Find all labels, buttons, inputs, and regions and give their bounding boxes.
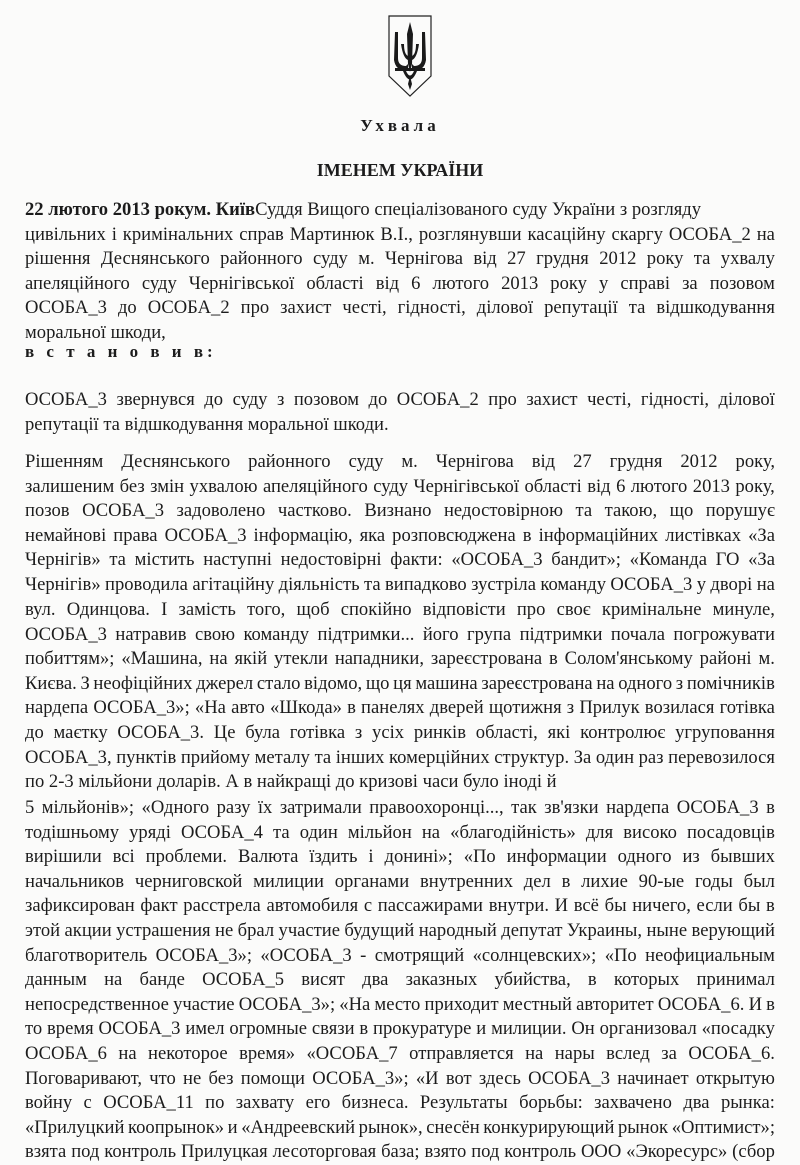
- paragraph-line: вул. Одинцова. І замість того, щоб спокійно відповісти про своє кримінальне минуле,: [25, 599, 775, 620]
- paragraph-line: тодішньому уряді ОСОБА_4 та один мільйон на «благодійність» для високо посадовців: [25, 821, 775, 843]
- paragraph-line: Поговаривают, что не без помощи ОСОБА_3»; «И вот здесь ОСОБА_3 начинает открытую: [25, 1067, 775, 1089]
- paragraph-line: войну с ОСОБА_11 по захвату его бизнеса. Результаты борьбы: захвачено два рынка:: [25, 1092, 775, 1114]
- paragraph-line: до маєтку ОСОБА_3. Це була готівка з усіх ринків області, які контролює угруповання: [25, 721, 775, 743]
- paragraph-line: Чернігів» та містить наступні недостовірні факти: «ОСОБА_3 бандит»; «Команда ГО «За: [25, 549, 775, 571]
- paragraph-line: зафиксирован факт расстрела автомобиля с пассажирами внутри. И всё бы ничего, если бы в: [25, 895, 775, 917]
- paragraph-decision: [25, 450, 775, 598]
- paragraph-line: благотворитель ОСОБА_3»; «ОСОБА_3 - смотрящий «солнцевских»; «По неофициальным: [25, 944, 775, 966]
- paragraph-line: непосредственное участие ОСОБА_3»; «На место приходит местный авторитет ОСОБА_6. И в: [25, 993, 775, 1015]
- paragraph-line: ОСОБА_6 на некоторое время» «ОСОБА_7 отправляется на нары вслед за ОСОБА_6.: [25, 1042, 775, 1064]
- intro-line-1: 22 лютого 2013 рокум. КиївСуддя Вищого спеціалізованого суду України з розгляду: [25, 199, 702, 220]
- paragraph-line: залишеним без змін ухвалою апеляційного суду Чернігівської області від 6 лютого 2013 року,: [25, 475, 775, 497]
- document-heading: ІМЕНЕМ УКРАЇНИ: [316, 160, 484, 180]
- paragraph-claim: [25, 388, 775, 437]
- paragraph-line: 5 мільйонів»; «Одного разу їх затримали правоохоронці..., так зв'язки нардепа ОСОБА_3 в: [25, 797, 775, 818]
- paragraph-line: немайнові права ОСОБА_3 інформацію, яка розповсюджена в інформаційних листівках «За: [25, 524, 775, 546]
- paragraph-line: репутації та відшкодування моральної шкоди.: [25, 413, 389, 435]
- paragraph-line: данным на банде ОСОБА_5 висят два заказных убийства, в которых принимал: [25, 969, 775, 991]
- intro-line: моральної шкоди,: [25, 321, 166, 343]
- paragraph-line: то время ОСОБА_3 имел огромные связи в прокуратуре и милиции. Он организовал «посадку: [25, 1018, 775, 1040]
- intro-paragraph: [25, 198, 775, 346]
- paragraph-line: этой акции устрашения не брал участие будущий народный депутат Украины, ныне верующий: [25, 919, 775, 941]
- paragraph-line: вирішили всі проблеми. Валюта їздить і донині»; «По информации одного из бывших: [25, 846, 775, 868]
- intro-line: цивільних і кримінальних справ Мартинюк В.І., розглянувши касаційну скаргу ОСОБА_2 на: [25, 223, 775, 245]
- intro-line: апеляційного суду Чернігівської області від 6 лютого 2013 року у справі за позовом: [25, 272, 775, 294]
- paragraph-line: Києва. З неофіційних джерел стало відомо, що ця машина зареєстрована на одного з помічників: [25, 672, 775, 694]
- paragraph-line: нардепа ОСОБА_3»; «На авто «Шкода» в панелях дверей щотижня з Прилук возилася готівка: [25, 697, 775, 719]
- paragraph-line: Чернігів» проводила агітаційну діяльність та випадково зустріла команду ОСОБА_3 у дворі на: [25, 573, 775, 595]
- paragraph-line: ОСОБА_3, пунктів прийому металу та інших комерційних структур. За один раз перевозилося: [25, 746, 775, 768]
- paragraph-line: ОСОБА_3 натравив свою команду підтримки... його група підтримки почала погрожувати: [25, 623, 775, 645]
- paragraph-quotes-1: [25, 598, 775, 795]
- paragraph-line: Рішенням Деснянського районного суду м. Чернігова від 27 грудня 2012 року,: [25, 451, 775, 472]
- date-place: 22 лютого 2013 рокум. Київ: [25, 199, 256, 220]
- paragraph-line: по 2-3 мільйони доларів. А в найкращі до кризові часи було іноді й: [25, 771, 557, 793]
- paragraph-line: побиттям»; «Машина, на якій утекли нападники, зареєстрована в Солом'янському районі м.: [25, 648, 775, 670]
- paragraph-line: позов ОСОБА_3 задоволено частково. Визнано недостовірною та такою, що порушує: [25, 500, 775, 522]
- paragraph-line: начальников черниговской милиции органами внутренних дел в лихие 90-ые годы был: [25, 870, 775, 892]
- intro-line: рішення Деснянського районного суду м. Чернігова від 27 грудня 2012 року та ухвалу: [25, 248, 775, 270]
- intro-line: ОСОБА_3 до ОСОБА_2 про захист честі, гідності, ділової репутації та відшкодування: [25, 297, 775, 319]
- paragraph-line: взята под контроль Прилуцкая лесоторговая база; взято под контроль ООО «Экоресурс» (сбор: [25, 1141, 775, 1163]
- document-type-title: Ухвала: [360, 116, 440, 135]
- coat-of-arms-icon: [386, 14, 434, 98]
- paragraph-line: ОСОБА_3 звернувся до суду з позовом до ОСОБА_2 про захист честі, гідності, ділової: [25, 389, 775, 410]
- paragraph-quotes-2: [25, 796, 775, 1165]
- paragraph-line: «Прилуцкий коопрынок» и «Андреевский рынок», снесён конкурирующий рынок «Оптимист»;: [25, 1116, 775, 1138]
- section-heading-vstanovyv: в с т а н о в и в:: [25, 342, 217, 361]
